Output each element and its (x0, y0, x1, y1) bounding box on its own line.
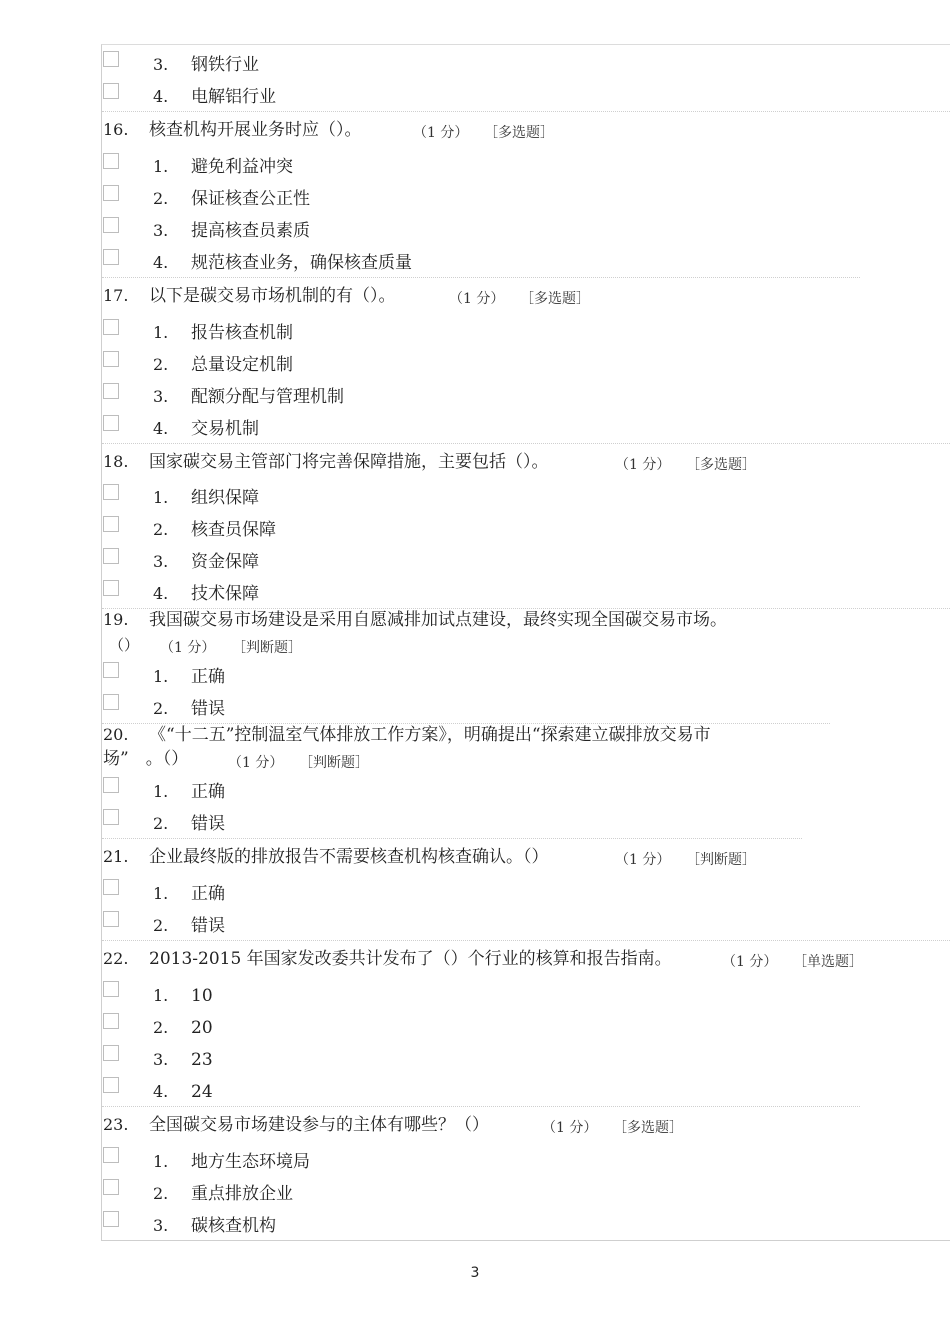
question-type: ［单选题］ (793, 954, 863, 970)
separator (102, 111, 950, 112)
option-checkbox[interactable] (103, 249, 119, 265)
option-text: 23 (191, 1050, 213, 1070)
option-checkbox[interactable] (103, 1211, 119, 1227)
option-text: 20 (191, 1018, 213, 1038)
question-number: 16. (103, 120, 129, 139)
question-number: 18. (103, 452, 129, 471)
separator (102, 723, 830, 724)
option-number: 2. (153, 520, 169, 539)
option-text: 钢铁行业 (191, 55, 259, 75)
option-number: 1. (153, 782, 169, 801)
question-text-continued: （） (109, 636, 140, 654)
option-number: 1. (153, 667, 169, 686)
question-score: （1 分） (615, 457, 671, 473)
option-checkbox[interactable] (103, 879, 119, 895)
option-number: 1. (153, 323, 169, 342)
option-number: 2. (153, 916, 169, 935)
question-text: 核查机构开展业务时应（）。 (149, 120, 362, 140)
option-number: 3. (153, 1216, 169, 1235)
question-score: （1 分） (542, 1120, 598, 1136)
option-checkbox[interactable] (103, 516, 119, 532)
option-number: 2. (153, 189, 169, 208)
option-checkbox[interactable] (103, 415, 119, 431)
question-type: ［判断题］ (686, 852, 756, 868)
question-number: 17. (103, 286, 129, 305)
option-text: 组织保障 (191, 488, 259, 508)
option-text: 避免利益冲突 (191, 157, 293, 177)
question-number: 23. (103, 1115, 129, 1134)
option-number: 4. (153, 253, 169, 272)
option-checkbox[interactable] (103, 809, 119, 825)
question-number: 20. (103, 725, 129, 744)
option-text: 地方生态环境局 (191, 1152, 310, 1172)
option-number: 2. (153, 814, 169, 833)
option-number: 2. (153, 699, 169, 718)
question-number: 19. (103, 610, 129, 629)
option-checkbox[interactable] (103, 777, 119, 793)
option-checkbox[interactable] (103, 694, 119, 710)
question-score: （1 分） (722, 954, 778, 970)
option-number: 3. (153, 221, 169, 240)
question-text: 以下是碳交易市场机制的有（）。 (149, 286, 396, 306)
question-text-continued: 场” 。（） (103, 749, 189, 769)
question-type: ［多选题］ (484, 125, 554, 141)
option-text: 资金保障 (191, 552, 259, 572)
option-number: 4. (153, 1082, 169, 1101)
separator (102, 277, 860, 278)
option-checkbox[interactable] (103, 153, 119, 169)
option-number: 4. (153, 584, 169, 603)
separator (102, 608, 950, 609)
option-checkbox[interactable] (103, 383, 119, 399)
option-text: 保证核查公正性 (191, 189, 310, 209)
option-text: 正确 (191, 884, 225, 904)
question-type: ［判断题］ (232, 640, 302, 656)
option-number: 1. (153, 1152, 169, 1171)
question-text: 我国碳交易市场建设是采用自愿减排加试点建设，最终实现全国碳交易市场。 (149, 610, 727, 630)
option-number: 1. (153, 986, 169, 1005)
question-type: ［多选题］ (520, 291, 590, 307)
question-type: ［判断题］ (299, 755, 369, 771)
option-text: 正确 (191, 667, 225, 687)
option-number: 2. (153, 355, 169, 374)
option-number: 3. (153, 1050, 169, 1069)
question-score: （1 分） (449, 291, 505, 307)
option-number: 1. (153, 488, 169, 507)
option-text: 配额分配与管理机制 (191, 387, 344, 407)
option-text: 错误 (191, 916, 225, 936)
question-number: 21. (103, 847, 129, 866)
question-type: ［多选题］ (613, 1120, 683, 1136)
separator (102, 940, 950, 941)
separator (102, 838, 802, 839)
option-checkbox[interactable] (103, 911, 119, 927)
option-checkbox[interactable] (103, 1179, 119, 1195)
option-number: 3. (153, 55, 169, 74)
option-number: 3. (153, 552, 169, 571)
option-number: 1. (153, 884, 169, 903)
option-text: 总量设定机制 (191, 355, 293, 375)
option-text: 技术保障 (191, 584, 259, 604)
option-checkbox[interactable] (103, 1045, 119, 1061)
option-text: 10 (191, 986, 213, 1006)
option-checkbox[interactable] (103, 484, 119, 500)
option-text: 错误 (191, 699, 225, 719)
option-checkbox[interactable] (103, 351, 119, 367)
option-checkbox[interactable] (103, 185, 119, 201)
page-number: 3 (470, 1265, 480, 1281)
option-number: 4. (153, 87, 169, 106)
option-number: 3. (153, 387, 169, 406)
option-number: 2. (153, 1184, 169, 1203)
question-text: 企业最终版的排放报告不需要核查机构核查确认。（） (149, 847, 549, 867)
option-checkbox[interactable] (103, 548, 119, 564)
option-text: 24 (191, 1082, 213, 1102)
option-checkbox[interactable] (103, 83, 119, 99)
question-text: 全国碳交易市场建设参与的主体有哪些？（） (149, 1115, 489, 1135)
option-text: 交易机制 (191, 419, 259, 439)
separator (102, 1106, 860, 1107)
option-checkbox[interactable] (103, 51, 119, 67)
question-text: 国家碳交易主管部门将完善保障措施，主要包括（）。 (149, 452, 549, 472)
separator (102, 443, 950, 444)
option-number: 1. (153, 157, 169, 176)
question-score: （1 分） (413, 125, 469, 141)
option-text: 错误 (191, 814, 225, 834)
question-number: 22. (103, 949, 129, 968)
option-text: 规范核查业务，确保核查质量 (191, 253, 412, 273)
option-number: 2. (153, 1018, 169, 1037)
option-checkbox[interactable] (103, 1077, 119, 1093)
option-checkbox[interactable] (103, 981, 119, 997)
option-text: 提高核查员素质 (191, 221, 310, 241)
option-text: 报告核查机制 (191, 323, 293, 343)
question-text: 《“十二五”控制温室气体排放工作方案》，明确提出“探索建立碳排放交易市 (149, 725, 711, 745)
option-checkbox[interactable] (103, 217, 119, 233)
question-score: （1 分） (160, 640, 216, 656)
option-number: 4. (153, 419, 169, 438)
option-checkbox[interactable] (103, 1013, 119, 1029)
option-checkbox[interactable] (103, 319, 119, 335)
option-text: 电解铝行业 (191, 87, 276, 107)
option-text: 重点排放企业 (191, 1184, 293, 1204)
option-checkbox[interactable] (103, 580, 119, 596)
option-text: 正确 (191, 782, 225, 802)
question-text: 2013-2015 年国家发改委共计发布了（）个行业的核算和报告指南。 (149, 949, 672, 969)
option-checkbox[interactable] (103, 1147, 119, 1163)
option-text: 碳核查机构 (191, 1216, 276, 1236)
question-score: （1 分） (615, 852, 671, 868)
option-checkbox[interactable] (103, 662, 119, 678)
question-type: ［多选题］ (686, 457, 756, 473)
question-score: （1 分） (228, 755, 284, 771)
option-text: 核查员保障 (191, 520, 276, 540)
